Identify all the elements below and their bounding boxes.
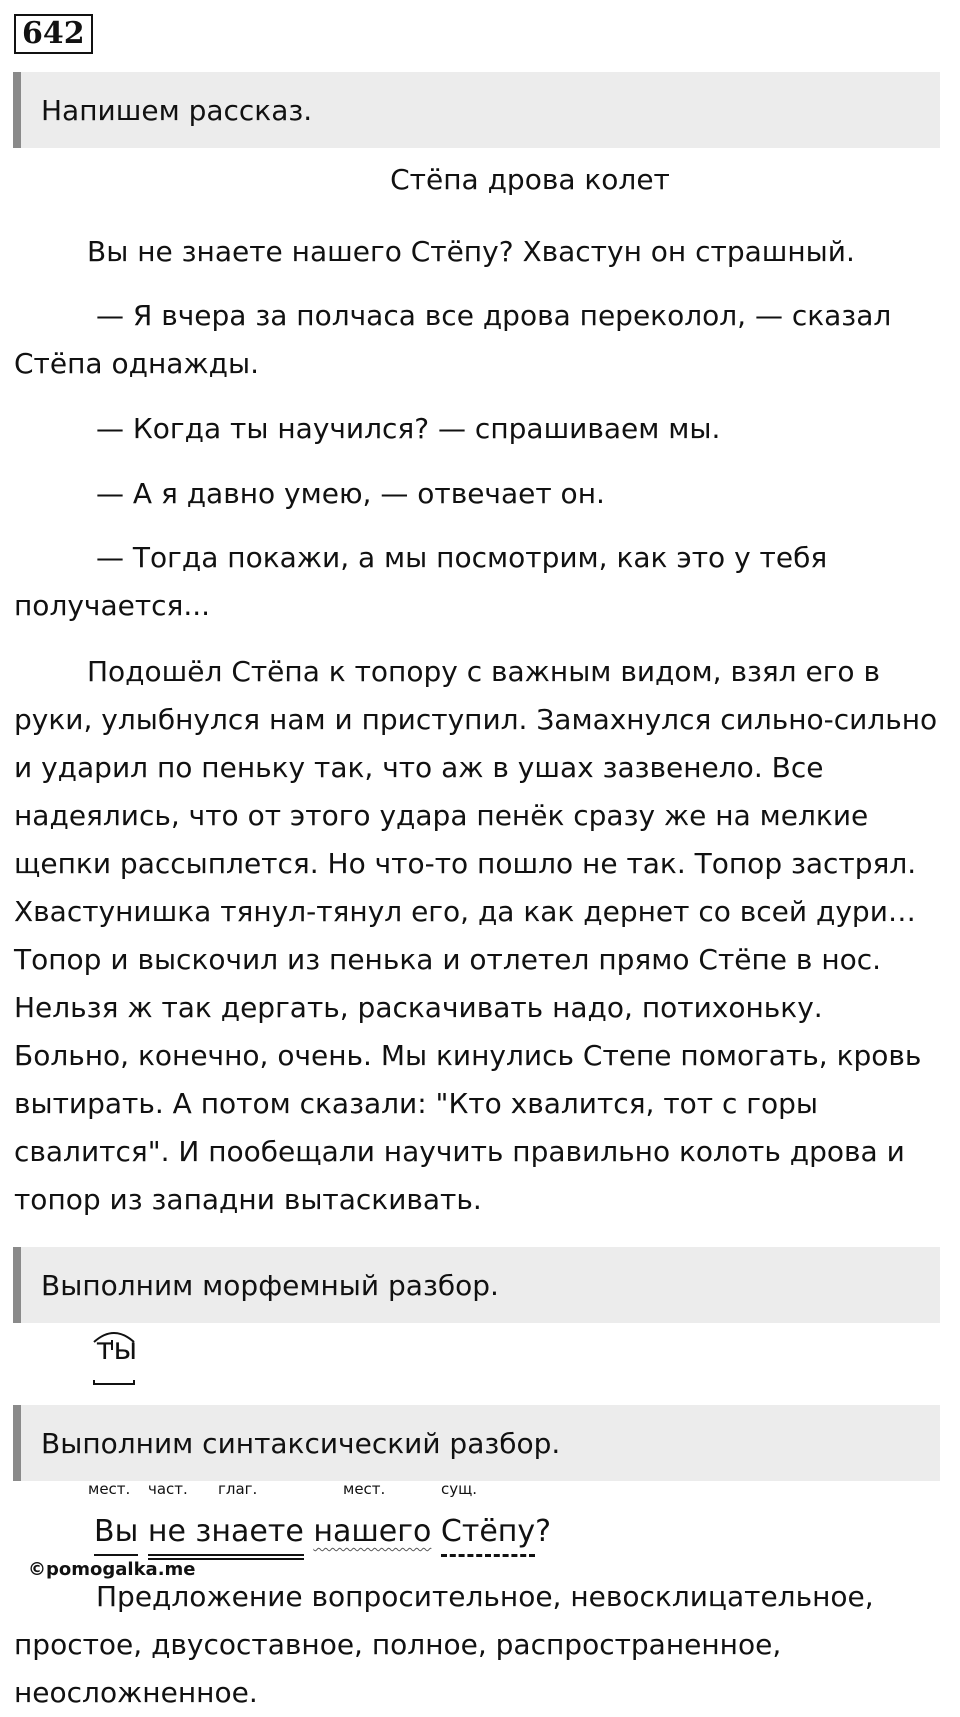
morpheme-analysis [92, 1330, 137, 1370]
section-heading-story: Напишем рассказ. [13, 72, 940, 148]
sentence-punctuation: ? [535, 1514, 552, 1549]
object-word: Стёпу [441, 1510, 535, 1557]
section-heading-syntax: Выполним синтаксический разбор. [13, 1405, 940, 1481]
story-paragraph-6: Подошёл Стёпа к топору с важным видом, взял его в руки, улыбнулся нам и приступил. Замахнулся сильно-сильно и ударил по пеньку так, что аж в ушах зазвенело. Все надеялись, что от этого удара пенёк сразу же на мелкие щепки рассыплется. Но что-то пошло не так. Топор застрял. Хвастунишка тянул-тянул его, да как дернет со всей дури… Топор и выскочил из пенька и отлетел прямо Стёпе в нос. Нельзя ж так дергать, раскачивать надо, потихоньку. Больно, конечно, очень. Мы кинулись Степе помогать, кровь вытирать. А потом сказали: "Кто хвалится, тот с горы свалится". И пообещали научить правильно колоть дрова и топор из западни вытаскивать. [14, 655, 938, 1216]
story-paragraph-2: — Я вчера за полчаса все дрова переколол, — сказал Стёпа однажды. [14, 299, 892, 380]
section-heading-morph: Выполним морфемный разбор. [13, 1247, 940, 1323]
morph-word: ты [96, 1332, 138, 1367]
watermark: ©pomogalka.me [28, 1559, 196, 1580]
attribute-word: нашего [313, 1514, 432, 1549]
syntax-description: Предложение вопросительное, невосклицательное, простое, двусоставное, полное, распространенное, неосложненное. [14, 1580, 874, 1709]
story-paragraph-4: — А я давно умею, — отвечает он. [96, 477, 605, 510]
subject-word: Вы [94, 1510, 138, 1556]
pos-label-1: мест. [88, 1480, 131, 1498]
story-paragraph-1: Вы не знаете нашего Стёпу? Хвастун он страшный. [87, 235, 855, 268]
pos-label-3: глаг. [218, 1480, 258, 1498]
predicate-word: не знаете [148, 1510, 304, 1560]
story-title: Стёпа дрова колет [390, 163, 670, 196]
pos-label-2: част. [148, 1480, 188, 1498]
story-paragraph-3: — Когда ты научился? — спрашиваем мы. [96, 412, 721, 445]
task-number: 642 [14, 14, 93, 54]
pos-label-5: сущ. [441, 1480, 478, 1498]
syntax-sentence [94, 1510, 551, 1560]
story-paragraph-5: — Тогда покажи, а мы посмотрим, как это у тебя получается... [14, 541, 828, 622]
pos-label-4: мест. [343, 1480, 386, 1498]
